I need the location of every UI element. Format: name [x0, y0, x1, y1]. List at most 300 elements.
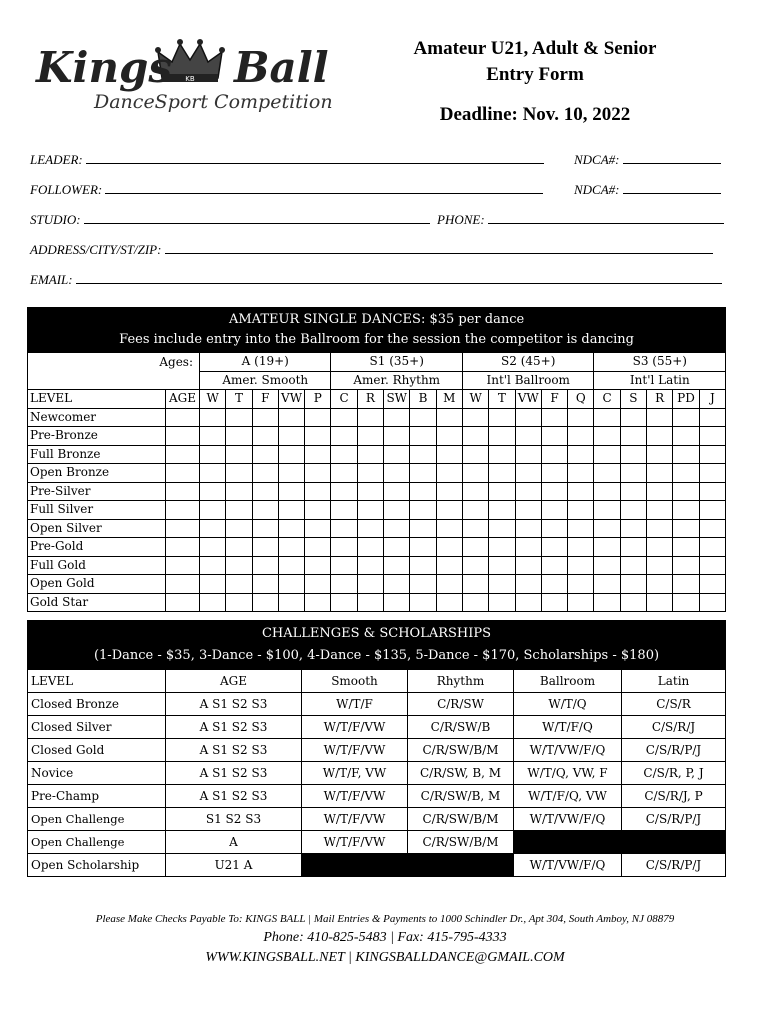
dance-entry-cell[interactable] [278, 538, 304, 557]
dance-entry-cell[interactable] [462, 556, 488, 575]
dance-entry-cell[interactable] [331, 556, 357, 575]
age-entry-cell[interactable] [166, 519, 200, 538]
dance-entry-cell[interactable] [436, 482, 462, 501]
dance-entry-cell[interactable] [305, 445, 331, 464]
dance-entry-cell[interactable] [436, 408, 462, 427]
dance-entry-cell[interactable] [384, 408, 410, 427]
dance-entry-cell[interactable] [331, 408, 357, 427]
challenges-header-row [28, 670, 726, 693]
studio-field[interactable] [30, 212, 430, 228]
challenge-age-cell[interactable]: A S1 S2 S3 [166, 785, 302, 808]
dance-entry-cell[interactable] [699, 519, 726, 538]
challenge-rhythm-cell[interactable]: C/R/SW/B/M [408, 831, 514, 854]
phone-input[interactable] [488, 212, 724, 224]
challenge-ballroom-cell[interactable]: W/T/VW/F/Q [514, 739, 622, 762]
dance-entry-cell[interactable] [305, 408, 331, 427]
dance-entry-cell[interactable] [252, 519, 278, 538]
dance-entry-cell[interactable] [200, 556, 226, 575]
dance-entry-cell[interactable] [673, 408, 699, 427]
dance-entry-cell[interactable] [278, 575, 304, 594]
dance-entry-cell[interactable] [699, 445, 726, 464]
dance-entry-cell[interactable] [647, 593, 673, 612]
dance-entry-cell[interactable] [541, 575, 567, 594]
challenge-ballroom-cell[interactable]: W/T/F/Q, VW [514, 785, 622, 808]
dance-entry-cell[interactable] [541, 519, 567, 538]
dance-entry-cell[interactable] [436, 445, 462, 464]
dance-entry-cell[interactable] [620, 593, 646, 612]
dance-entry-cell[interactable] [252, 593, 278, 612]
dance-entry-cell[interactable] [699, 593, 726, 612]
challenge-rhythm-cell[interactable]: C/R/SW/B [408, 716, 514, 739]
address-field[interactable] [30, 242, 713, 258]
dance-entry-cell[interactable] [410, 575, 436, 594]
dance-entry-cell[interactable] [331, 464, 357, 483]
dance-entry-cell[interactable] [568, 501, 594, 520]
dance-entry-cell[interactable] [515, 464, 541, 483]
dance-entry-cell[interactable] [515, 593, 541, 612]
email-input[interactable] [76, 272, 722, 284]
dance-entry-cell[interactable] [462, 519, 488, 538]
challenge-smooth-cell[interactable]: W/T/F/VW [302, 831, 408, 854]
dance-entry-cell[interactable] [226, 538, 252, 557]
dance-entry-cell[interactable] [410, 464, 436, 483]
dance-entry-cell[interactable] [489, 408, 515, 427]
challenge-latin-cell[interactable]: C/S/R/P/J [622, 739, 726, 762]
challenge-age-cell[interactable]: A S1 S2 S3 [166, 762, 302, 785]
dance-entry-cell[interactable] [305, 556, 331, 575]
dance-entry-cell[interactable] [305, 575, 331, 594]
dance-entry-cell[interactable] [594, 445, 620, 464]
ndca1-input[interactable] [623, 152, 721, 164]
dance-entry-cell[interactable] [331, 482, 357, 501]
dance-entry-cell[interactable] [594, 464, 620, 483]
dance-entry-cell[interactable] [673, 501, 699, 520]
address-input[interactable] [165, 242, 713, 254]
dance-entry-cell[interactable] [226, 427, 252, 446]
ndca2-input[interactable] [623, 182, 721, 194]
dance-entry-cell[interactable] [436, 575, 462, 594]
age-s1: S1 (35+) [331, 353, 462, 372]
dance-entry-cell[interactable] [200, 538, 226, 557]
dance-entry-cell[interactable] [357, 593, 383, 612]
challenge-latin-cell[interactable]: C/S/R/P/J [622, 854, 726, 877]
dance-entry-cell[interactable] [331, 445, 357, 464]
dance-entry-cell[interactable] [594, 408, 620, 427]
dance-entry-cell[interactable] [384, 575, 410, 594]
challenge-age-cell[interactable]: A [166, 831, 302, 854]
dance-entry-cell[interactable] [278, 408, 304, 427]
age-entry-cell[interactable] [166, 501, 200, 520]
dance-entry-cell[interactable] [436, 464, 462, 483]
dance-entry-cell[interactable] [305, 427, 331, 446]
challenge-age-cell[interactable]: U21 A [166, 854, 302, 877]
dance-entry-cell[interactable] [620, 501, 646, 520]
dance-entry-cell[interactable] [699, 464, 726, 483]
challenge-smooth-cell[interactable] [302, 854, 408, 877]
dance-entry-cell[interactable] [200, 519, 226, 538]
dance-entry-cell[interactable] [410, 519, 436, 538]
dance-entry-cell[interactable] [200, 482, 226, 501]
dance-entry-cell[interactable] [384, 482, 410, 501]
challenge-rhythm-cell[interactable]: C/R/SW/B/M [408, 808, 514, 831]
level-row [28, 575, 726, 594]
dance-entry-cell[interactable] [462, 464, 488, 483]
dance-entry-cell[interactable] [436, 593, 462, 612]
dance-entry-cell[interactable] [673, 575, 699, 594]
dance-entry-cell[interactable] [515, 501, 541, 520]
dance-entry-cell[interactable] [278, 445, 304, 464]
dance-entry-cell[interactable] [410, 482, 436, 501]
dance-entry-cell[interactable] [200, 593, 226, 612]
dance-entry-cell[interactable] [647, 427, 673, 446]
dance-entry-cell[interactable] [673, 556, 699, 575]
dance-entry-cell[interactable] [647, 538, 673, 557]
age-entry-cell[interactable] [166, 538, 200, 557]
dance-entry-cell[interactable] [515, 408, 541, 427]
dance-entry-cell[interactable] [200, 464, 226, 483]
dance-entry-cell[interactable] [462, 427, 488, 446]
dance-entry-cell[interactable] [568, 593, 594, 612]
logo-subtitle: DanceSport Competition [94, 91, 333, 113]
challenge-smooth-cell[interactable]: W/T/F/VW [302, 716, 408, 739]
dance-entry-cell[interactable] [673, 593, 699, 612]
dance-entry-cell[interactable] [278, 593, 304, 612]
dance-entry-cell[interactable] [252, 575, 278, 594]
challenge-smooth-cell[interactable]: W/T/F/VW [302, 739, 408, 762]
challenge-smooth-cell[interactable]: W/T/F [302, 693, 408, 716]
challenge-age-cell[interactable]: A S1 S2 S3 [166, 716, 302, 739]
dance-entry-cell[interactable] [357, 538, 383, 557]
dance-entry-cell[interactable] [515, 556, 541, 575]
dance-entry-cell[interactable] [673, 519, 699, 538]
dance-entry-cell[interactable] [278, 482, 304, 501]
dance-entry-cell[interactable] [226, 593, 252, 612]
dance-entry-cell[interactable] [541, 538, 567, 557]
challenge-age-cell[interactable]: A S1 S2 S3 [166, 693, 302, 716]
challenge-ballroom-cell[interactable]: W/T/VW/F/Q [514, 808, 622, 831]
dance-entry-cell[interactable] [489, 482, 515, 501]
dance-entry-cell[interactable] [226, 556, 252, 575]
age-entry-cell[interactable] [166, 408, 200, 427]
dance-entry-cell[interactable] [673, 445, 699, 464]
dance-entry-cell[interactable] [647, 464, 673, 483]
dance-entry-cell[interactable] [252, 538, 278, 557]
dance-entry-cell[interactable] [410, 556, 436, 575]
challenge-rhythm-cell[interactable]: C/R/SW, B, M [408, 762, 514, 785]
challenge-level-cell: Open Challenge [28, 831, 166, 854]
ndca1-field[interactable] [574, 152, 721, 168]
level-row [28, 408, 726, 427]
challenge-ballroom-cell[interactable] [514, 831, 622, 854]
dance-entry-cell[interactable] [620, 445, 646, 464]
singles-title: AMATEUR SINGLE DANCES: $35 per dance [228, 312, 525, 327]
dance-header: SW [384, 390, 410, 409]
dance-entry-cell[interactable] [357, 408, 383, 427]
dance-entry-cell[interactable] [594, 482, 620, 501]
dance-entry-cell[interactable] [436, 519, 462, 538]
dance-entry-cell[interactable] [462, 408, 488, 427]
level-header: LEVEL [28, 390, 166, 409]
dance-entry-cell[interactable] [384, 556, 410, 575]
challenge-latin-cell[interactable]: C/S/R/J, P [622, 785, 726, 808]
phone-field[interactable] [437, 212, 724, 228]
dance-entry-cell[interactable] [462, 501, 488, 520]
dance-entry-cell[interactable] [305, 482, 331, 501]
dance-entry-cell[interactable] [620, 464, 646, 483]
dance-entry-cell[interactable] [331, 593, 357, 612]
challenge-ballroom-cell[interactable]: W/T/Q, VW, F [514, 762, 622, 785]
dance-entry-cell[interactable] [699, 427, 726, 446]
ndca1-label: NDCA#: [574, 152, 620, 167]
dance-entry-cell[interactable] [357, 519, 383, 538]
dance-entry-cell[interactable] [699, 482, 726, 501]
challenge-latin-cell[interactable]: C/S/R [622, 693, 726, 716]
dance-entry-cell[interactable] [568, 408, 594, 427]
dance-entry-cell[interactable] [620, 538, 646, 557]
challenge-smooth-cell[interactable]: W/T/F/VW [302, 785, 408, 808]
dance-entry-cell[interactable] [568, 538, 594, 557]
dance-entry-cell[interactable] [200, 575, 226, 594]
dance-entry-cell[interactable] [436, 556, 462, 575]
challenge-latin-cell[interactable]: C/S/R/P/J [622, 808, 726, 831]
dance-entry-cell[interactable] [278, 556, 304, 575]
dance-entry-cell[interactable] [305, 593, 331, 612]
dance-entry-cell[interactable] [699, 501, 726, 520]
dance-entry-cell[interactable] [331, 519, 357, 538]
dance-entry-cell[interactable] [384, 445, 410, 464]
challenge-rhythm-cell[interactable]: C/R/SW/B, M [408, 785, 514, 808]
dance-entry-cell[interactable] [252, 501, 278, 520]
dance-entry-cell[interactable] [384, 501, 410, 520]
dance-entry-cell[interactable] [384, 519, 410, 538]
dance-entry-cell[interactable] [489, 519, 515, 538]
dance-entry-cell[interactable] [594, 593, 620, 612]
challenge-ballroom-cell[interactable]: W/T/VW/F/Q [514, 854, 622, 877]
dance-entry-cell[interactable] [673, 464, 699, 483]
dance-entry-cell[interactable] [541, 408, 567, 427]
challenge-rhythm-cell[interactable]: C/R/SW [408, 693, 514, 716]
address-label: ADDRESS/CITY/ST/ZIP: [30, 242, 162, 257]
age-entry-cell[interactable] [166, 593, 200, 612]
dance-entry-cell[interactable] [515, 445, 541, 464]
dance-entry-cell[interactable] [489, 427, 515, 446]
age-entry-cell[interactable] [166, 575, 200, 594]
dance-entry-cell[interactable] [489, 575, 515, 594]
dance-entry-cell[interactable] [594, 501, 620, 520]
challenge-latin-cell[interactable] [622, 831, 726, 854]
dance-entry-cell[interactable] [594, 538, 620, 557]
dance-entry-cell[interactable] [541, 464, 567, 483]
dance-entry-cell[interactable] [699, 408, 726, 427]
dance-entry-cell[interactable] [384, 464, 410, 483]
dance-entry-cell[interactable] [436, 427, 462, 446]
challenge-rhythm-cell[interactable] [408, 854, 514, 877]
dance-entry-cell[interactable] [252, 464, 278, 483]
dance-entry-cell[interactable] [620, 408, 646, 427]
dance-entry-cell[interactable] [226, 464, 252, 483]
dance-entry-cell[interactable] [568, 464, 594, 483]
dance-entry-cell[interactable] [252, 556, 278, 575]
dance-entry-cell[interactable] [647, 519, 673, 538]
dance-entry-cell[interactable] [568, 519, 594, 538]
dance-entry-cell[interactable] [462, 538, 488, 557]
age-entry-cell[interactable] [166, 482, 200, 501]
dance-entry-cell[interactable] [278, 464, 304, 483]
dance-entry-cell[interactable] [410, 427, 436, 446]
dance-entry-cell[interactable] [200, 408, 226, 427]
dance-entry-cell[interactable] [226, 575, 252, 594]
leader-field[interactable] [30, 152, 544, 168]
dance-entry-cell[interactable] [226, 445, 252, 464]
dance-entry-cell[interactable] [541, 593, 567, 612]
dance-entry-cell[interactable] [594, 556, 620, 575]
challenge-latin-cell[interactable]: C/S/R/J [622, 716, 726, 739]
dance-entry-cell[interactable] [252, 408, 278, 427]
dance-entry-cell[interactable] [541, 556, 567, 575]
dance-entry-cell[interactable] [462, 445, 488, 464]
challenge-smooth-cell[interactable]: W/T/F/VW [302, 808, 408, 831]
dance-entry-cell[interactable] [673, 538, 699, 557]
dance-entry-cell[interactable] [357, 482, 383, 501]
dance-entry-cell[interactable] [226, 408, 252, 427]
dance-entry-cell[interactable] [515, 538, 541, 557]
challenge-age-cell[interactable]: S1 S2 S3 [166, 808, 302, 831]
dance-entry-cell[interactable] [357, 556, 383, 575]
dance-entry-cell[interactable] [647, 575, 673, 594]
dance-entry-cell[interactable] [410, 593, 436, 612]
dance-entry-cell[interactable] [200, 445, 226, 464]
dance-entry-cell[interactable] [252, 427, 278, 446]
dance-entry-cell[interactable] [252, 445, 278, 464]
dance-entry-cell[interactable] [226, 519, 252, 538]
dance-entry-cell[interactable] [357, 464, 383, 483]
dance-entry-cell[interactable] [305, 538, 331, 557]
dance-entry-cell[interactable] [462, 575, 488, 594]
dance-entry-cell[interactable] [541, 501, 567, 520]
challenge-smooth-cell[interactable]: W/T/F, VW [302, 762, 408, 785]
dance-entry-cell[interactable] [647, 482, 673, 501]
dance-entry-cell[interactable] [515, 482, 541, 501]
dance-header: B [410, 390, 436, 409]
dance-entry-cell[interactable] [489, 556, 515, 575]
dance-entry-cell[interactable] [226, 482, 252, 501]
dance-entry-cell[interactable] [278, 427, 304, 446]
dance-entry-cell[interactable] [541, 427, 567, 446]
dance-entry-cell[interactable] [357, 427, 383, 446]
age-entry-cell[interactable] [166, 464, 200, 483]
dance-entry-cell[interactable] [331, 575, 357, 594]
dance-entry-cell[interactable] [305, 501, 331, 520]
dance-entry-cell[interactable] [384, 593, 410, 612]
dance-entry-cell[interactable] [331, 538, 357, 557]
dance-entry-cell[interactable] [620, 556, 646, 575]
dance-entry-cell[interactable] [673, 482, 699, 501]
dance-entry-cell[interactable] [515, 575, 541, 594]
dance-entry-cell[interactable] [410, 445, 436, 464]
dance-entry-cell[interactable] [252, 482, 278, 501]
challenge-rhythm-cell[interactable]: C/R/SW/B/M [408, 739, 514, 762]
age-entry-cell[interactable] [166, 445, 200, 464]
dance-entry-cell[interactable] [647, 556, 673, 575]
dance-entry-cell[interactable] [462, 482, 488, 501]
dance-entry-cell[interactable] [594, 427, 620, 446]
dance-entry-cell[interactable] [410, 408, 436, 427]
studio-input[interactable] [84, 212, 430, 224]
dance-entry-cell[interactable] [699, 538, 726, 557]
challenge-latin-cell[interactable]: C/S/R, P, J [622, 762, 726, 785]
dance-entry-cell[interactable] [620, 519, 646, 538]
dance-entry-cell[interactable] [462, 593, 488, 612]
dance-entry-cell[interactable] [200, 501, 226, 520]
challenge-ballroom-cell[interactable]: W/T/Q [514, 693, 622, 716]
dance-entry-cell[interactable] [357, 445, 383, 464]
dance-entry-cell[interactable] [384, 538, 410, 557]
dance-entry-cell[interactable] [620, 482, 646, 501]
dance-entry-cell[interactable] [357, 575, 383, 594]
dance-entry-cell[interactable] [673, 427, 699, 446]
dance-entry-cell[interactable] [489, 445, 515, 464]
dance-entry-cell[interactable] [200, 427, 226, 446]
dance-entry-cell[interactable] [489, 501, 515, 520]
dance-entry-cell[interactable] [594, 575, 620, 594]
challenge-age-cell[interactable]: A S1 S2 S3 [166, 739, 302, 762]
challenge-ballroom-cell[interactable]: W/T/F/Q [514, 716, 622, 739]
ndca2-field[interactable] [574, 182, 721, 198]
dance-entry-cell[interactable] [384, 427, 410, 446]
dance-entry-cell[interactable] [699, 556, 726, 575]
dance-entry-cell[interactable] [489, 593, 515, 612]
dance-entry-cell[interactable] [568, 427, 594, 446]
email-field[interactable] [30, 272, 722, 288]
dance-entry-cell[interactable] [489, 538, 515, 557]
dance-entry-cell[interactable] [436, 538, 462, 557]
dance-entry-cell[interactable] [568, 556, 594, 575]
dance-entry-cell[interactable] [620, 427, 646, 446]
age-entry-cell[interactable] [166, 556, 200, 575]
leader-input[interactable] [86, 152, 544, 164]
dance-entry-cell[interactable] [647, 501, 673, 520]
dance-entry-cell[interactable] [647, 408, 673, 427]
dance-entry-cell[interactable] [620, 575, 646, 594]
level-row [28, 482, 726, 501]
dance-entry-cell[interactable] [410, 538, 436, 557]
dance-entry-cell[interactable] [278, 519, 304, 538]
age-entry-cell[interactable] [166, 427, 200, 446]
follower-field[interactable] [30, 182, 543, 198]
dance-entry-cell[interactable] [541, 482, 567, 501]
dance-entry-cell[interactable] [568, 575, 594, 594]
dance-entry-cell[interactable] [568, 482, 594, 501]
dance-entry-cell[interactable] [515, 519, 541, 538]
dance-entry-cell[interactable] [226, 501, 252, 520]
dance-entry-cell[interactable] [647, 445, 673, 464]
dance-entry-cell[interactable] [305, 464, 331, 483]
dance-entry-cell[interactable] [305, 519, 331, 538]
dance-entry-cell[interactable] [278, 501, 304, 520]
dance-entry-cell[interactable] [331, 427, 357, 446]
dance-entry-cell[interactable] [436, 501, 462, 520]
dance-entry-cell[interactable] [594, 519, 620, 538]
dance-entry-cell[interactable] [331, 501, 357, 520]
dance-entry-cell[interactable] [541, 445, 567, 464]
dance-entry-cell[interactable] [410, 501, 436, 520]
dance-entry-cell[interactable] [489, 464, 515, 483]
dance-entry-cell[interactable] [515, 427, 541, 446]
dance-entry-cell[interactable] [357, 501, 383, 520]
dance-entry-cell[interactable] [699, 575, 726, 594]
follower-input[interactable] [105, 182, 543, 194]
dance-entry-cell[interactable] [568, 445, 594, 464]
